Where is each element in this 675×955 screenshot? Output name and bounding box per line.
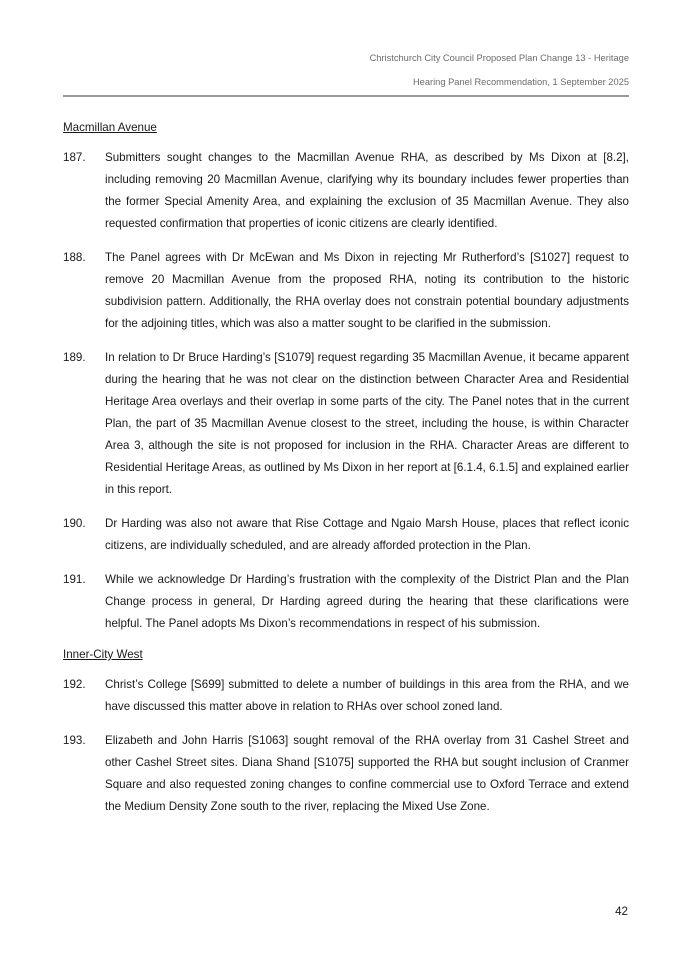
paragraph-number: 189. [63, 351, 86, 364]
header-title: Christchurch City Council Proposed Plan Change 13 - Heritage [369, 53, 629, 63]
page-number: 42 [615, 905, 628, 918]
section-heading-inner-city-west: Inner-City West [63, 648, 143, 661]
section-heading-macmillan-avenue: Macmillan Avenue [63, 121, 157, 134]
paragraph-text: Submitters sought changes to the Macmillan Avenue RHA, as described by Ms Dixon at [8.2], including removing 20 Macmillan Avenue, clarifying why its boundary includes fewer properties than the former Special Amenity Area, and explaining the exclusion of 35 Macmillan Avenue. They also requested confirmation that properties of iconic citizens are clearly identified. [105, 151, 629, 230]
paragraph-number: 193. [63, 734, 86, 747]
paragraph-190 [63, 513, 629, 557]
paragraph-189 [63, 347, 629, 501]
document-body [63, 120, 629, 830]
paragraph-number: 187. [63, 151, 86, 164]
running-header [63, 52, 629, 88]
paragraph-number: 188. [63, 251, 86, 264]
paragraph-192 [63, 674, 629, 718]
paragraph-number: 191. [63, 573, 86, 586]
paragraph-number: 190. [63, 517, 86, 530]
paragraph-188 [63, 247, 629, 335]
paragraph-text: Christ’s College [S699] submitted to delete a number of buildings in this area from the RHA, and we have discussed this matter above in relation to RHAs over school zoned land. [105, 678, 629, 713]
header-divider [63, 95, 629, 97]
paragraph-text: Dr Harding was also not aware that Rise Cottage and Ngaio Marsh House, places that reflect iconic citizens, are individually scheduled, and are already afforded protection in the Plan. [105, 517, 629, 552]
paragraph-193 [63, 730, 629, 818]
paragraph-text: The Panel agrees with Dr McEwan and Ms Dixon in rejecting Mr Rutherford’s [S1027] request to remove 20 Macmillan Avenue from the proposed RHA, noting its contribution to the historic subdivision pattern. Additionally, the RHA overlay does not constrain potential boundary adjustments for the adjoining titles, which was also a matter sought to be clarified in the submission. [105, 251, 629, 330]
paragraph-text: While we acknowledge Dr Harding’s frustration with the complexity of the District Plan and the Plan Change process in general, Dr Harding agreed during the hearing that these clarifications were helpful. The Panel adopts Ms Dixon’s recommendations in respect of his submission. [105, 573, 629, 630]
paragraph-191 [63, 569, 629, 635]
paragraph-187 [63, 147, 629, 235]
header-subtitle: Hearing Panel Recommendation, 1 September 2025 [412, 77, 629, 87]
paragraph-text: Elizabeth and John Harris [S1063] sought removal of the RHA overlay from 31 Cashel Street and other Cashel Street sites. Diana Shand [S1075] supported the RHA but sought inclusion of Cranmer Square and also requested zoning changes to confine commercial use to Oxford Terrace and extend the Medium Density Zone south to the river, replacing the Mixed Use Zone. [105, 734, 629, 813]
paragraph-text: In relation to Dr Bruce Harding’s [S1079] request regarding 35 Macmillan Avenue, it became apparent during the hearing that he was not clear on the distinction between Character Area and Residential Heritage Area overlays and their overlap in some parts of the city. The Panel notes that in the current Plan, the part of 35 Macmillan Avenue closest to the street, including the house, is within Character Area 3, although the site is not proposed for inclusion in the RHA. Character Areas are different to Residential Heritage Areas, as outlined by Ms Dixon in her report at [6.1.4, 6.1.5] and explained earlier in this report. [105, 351, 629, 496]
paragraph-number: 192. [63, 678, 86, 691]
